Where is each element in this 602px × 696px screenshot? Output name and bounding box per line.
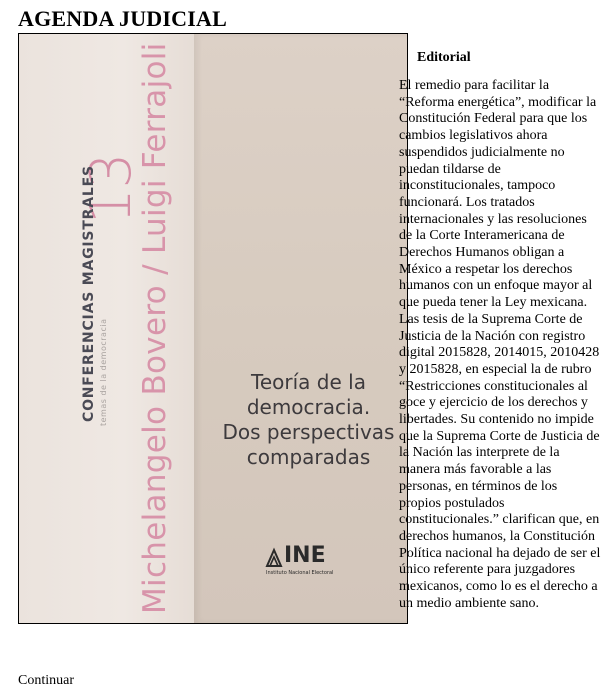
cover-title-line: Dos perspectivas <box>222 420 395 444</box>
cover-authors: Michelangelo Bovero / Luigi Ferrajoli <box>137 42 173 614</box>
cover-series-subtitle: temas de la democracia <box>99 318 108 426</box>
cover-title-line: comparadas <box>246 445 371 469</box>
editorial-body-text: El remedio para facilitar la “Reforma energética”, modificar la Constitución Federal para que los cambios legislativos ahora suspendidos judicialmente no puedan tildarse de inconstitucionales, tampoco funcionará. Los tratados internacionales y las resoluciones de la Corte Interamericana de Derechos Humanos obligan a México a respetar los derechos humanos con un enfoque mayor al que pueda tener la Ley mexicana. Las tesis de la Suprema Corte de Justicia de la Nación con registro digital 2015828, 2014015, 2010428 y 2015828, en especial la de rubro “Restricciones constitucionales al goce y ejercicio de los derechos y libertades. Su contenido no impide que la Suprema Corte de Justicia de la Nación las interprete de la manera más favorable a las personas, en términos de los propios postulados constitucionales.” clarifican que, en derechos humanos, la Constitución Política nacional ha dejado de ser el único referente para juzgadores mexicanos, como lo es el derecho a un medio ambiente sano. <box>399 78 601 611</box>
page-title: AGENDA JUDICIAL <box>18 6 227 31</box>
continue-link[interactable]: Continuar <box>18 673 74 688</box>
cover-series-name: CONFERENCIAS MAGISTRALES <box>81 165 97 422</box>
editorial-article <box>0 78 602 634</box>
ine-logo-name: Instituto Nacional Electoral <box>266 570 334 576</box>
cover-series-number: 13 <box>79 152 144 224</box>
editorial-heading: Editorial <box>417 50 471 65</box>
cover-float-spacer <box>0 78 399 634</box>
cover-title-line: Teoría de la <box>251 370 366 394</box>
ine-logo-acronym: INE <box>284 543 326 568</box>
cover-title-line: democracia. <box>246 395 371 419</box>
